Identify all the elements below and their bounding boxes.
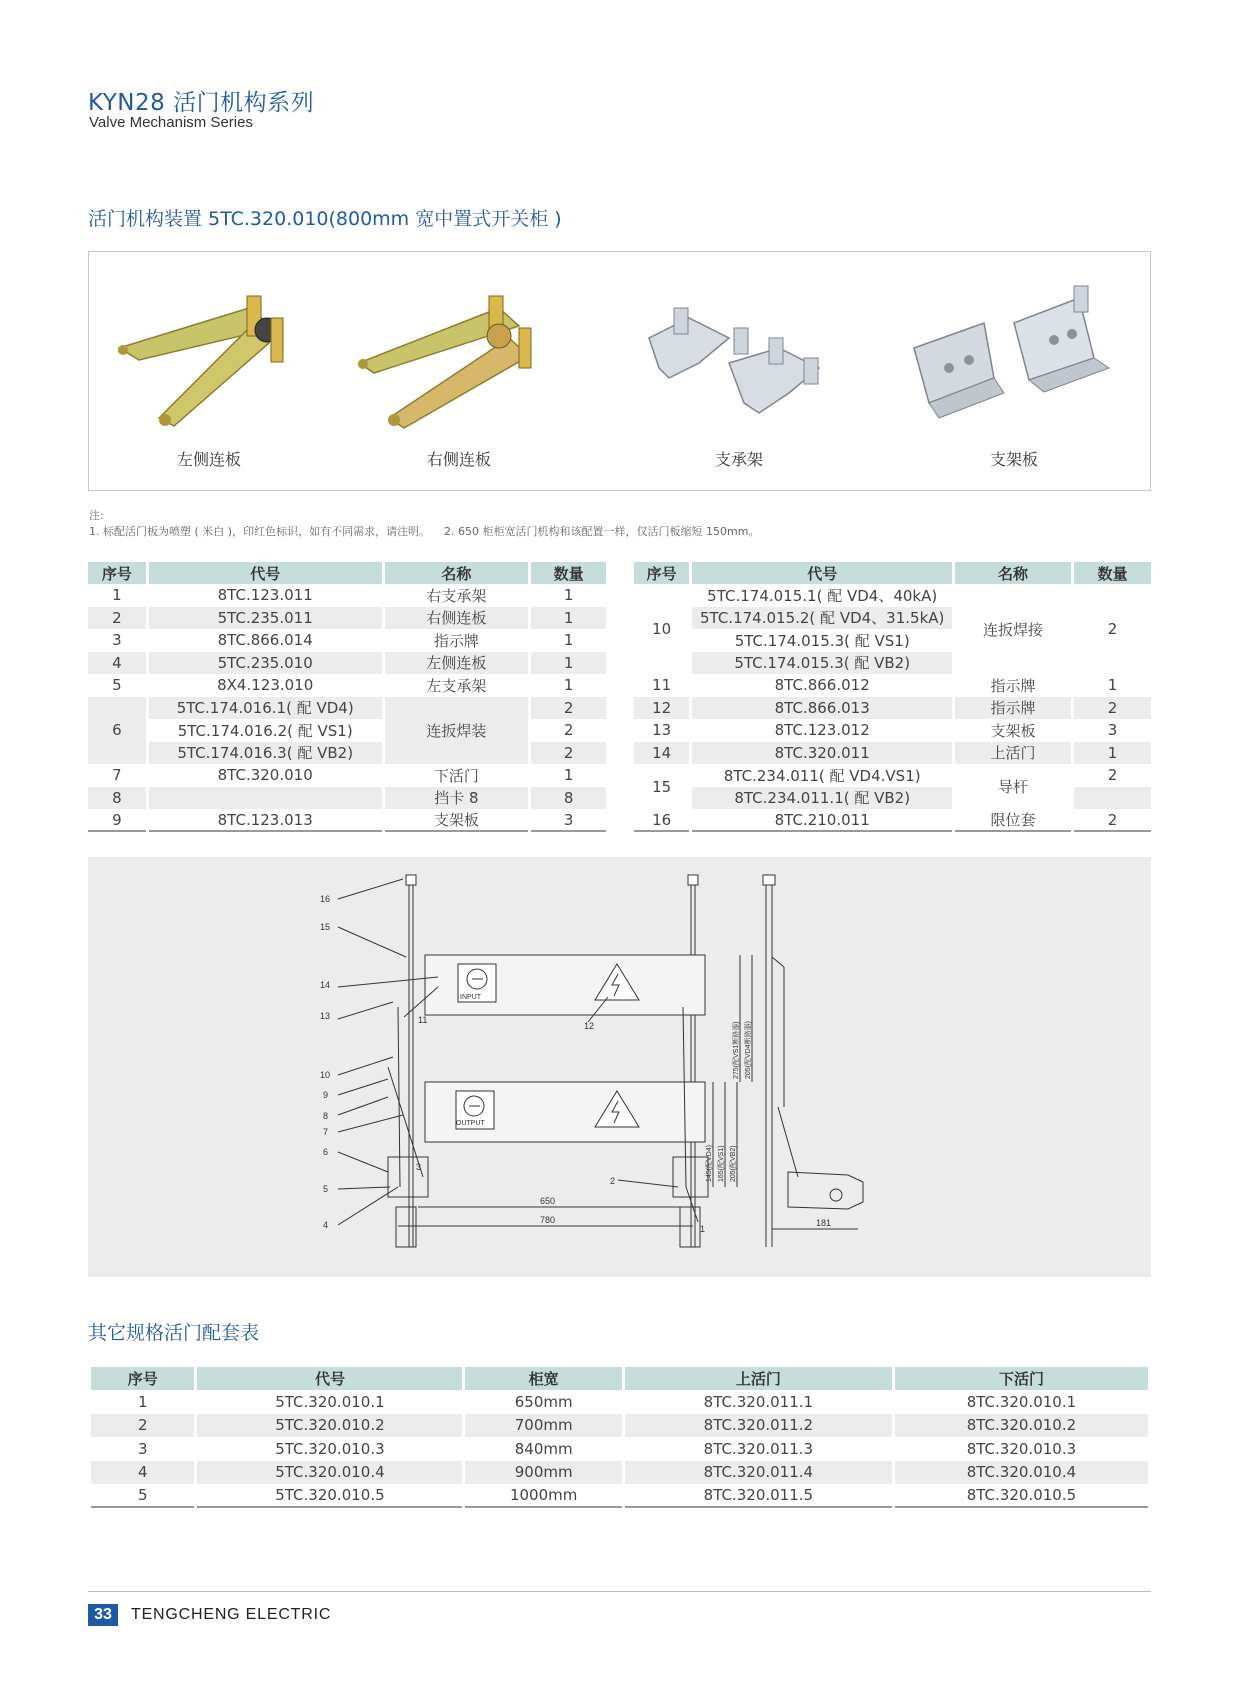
cell-qty: 2: [1107, 766, 1118, 785]
right-linkage-plate-icon: [349, 268, 569, 438]
cell-name: 左侧连板: [385, 652, 529, 675]
cell-qty: 2: [1074, 809, 1151, 832]
photo-left-linkage-plate: [89, 262, 329, 482]
callout-11: 11: [418, 1015, 428, 1025]
cell-seq: 6: [88, 697, 146, 765]
col-header-lower: 下活门: [895, 1367, 1148, 1390]
section-title-valve-device: 活门机构装置 5TC.320.010(800mm 宽中置式开关柜 ): [88, 208, 562, 230]
cell-seq: 4: [88, 652, 146, 675]
col-header-qty: 数量: [531, 562, 606, 584]
dim-lower-165: 165(配VS1): [718, 1145, 725, 1182]
dim-780: 780: [540, 1215, 556, 1225]
cell-code: 5TC.320.010.5: [197, 1484, 462, 1508]
cell-seq: 5: [91, 1484, 194, 1508]
dim-lower-205: 205(配VB2): [730, 1145, 737, 1182]
cell-code: 5TC.320.010.2: [197, 1414, 462, 1438]
cell-name: 左支承架: [426, 676, 487, 695]
cell-code: 8TC.210.011: [692, 809, 952, 832]
dim-lower-145: 145(配VD4): [706, 1145, 713, 1182]
dim-upper-205: 205(配VD4断路器): [745, 1021, 752, 1079]
table-row: [88, 607, 606, 630]
cell-code: 5TC.320.010.3: [275, 1439, 385, 1458]
callout-14: 14: [320, 980, 331, 990]
cell-seq: 10: [652, 620, 672, 638]
cell-width: 840mm: [514, 1439, 573, 1458]
photo-bracket-plate: [894, 262, 1134, 482]
cell-code: 8TC.123.013: [149, 809, 382, 832]
cell-code: 8TC.866.013: [692, 697, 952, 720]
table-row: [88, 584, 606, 607]
dim-181: 181: [816, 1218, 832, 1228]
col-header-width: 柜宽: [465, 1367, 621, 1390]
footer-divider: [88, 1591, 1151, 1592]
cell-seq: 4: [91, 1461, 194, 1485]
cell-name: 指示牌: [433, 631, 479, 650]
cell-name: 限位套: [955, 809, 1071, 832]
cell-upper: 8TC.320.011.3: [703, 1439, 814, 1458]
cell-seq: 13: [652, 721, 672, 740]
col-header-seq: 序号: [88, 562, 146, 584]
callout-15: 15: [320, 922, 331, 932]
cell-seq: 14: [634, 742, 689, 765]
cell-qty: 2: [531, 742, 606, 765]
cell-code: 5TC.174.015.3( 配 VS1): [734, 631, 910, 650]
table-row: [634, 719, 1151, 742]
left-linkage-plate-icon: [99, 268, 319, 438]
col-header-code: 代号: [692, 562, 952, 584]
cell-name: 支架板: [990, 721, 1036, 740]
table-row: [91, 1414, 1148, 1438]
table-row: [634, 787, 1151, 810]
cell-code: 5TC.174.016.3( 配 VB2): [149, 742, 382, 765]
table-row: [91, 1437, 1148, 1461]
table-row: [634, 584, 1151, 607]
cell-seq: 5: [112, 676, 122, 695]
cell-code: 8TC.123.012: [774, 721, 870, 740]
cell-upper: 8TC.320.011.2: [625, 1414, 892, 1438]
cell-qty: 2: [563, 721, 574, 740]
callout-13: 13: [320, 1011, 331, 1021]
cell-qty: 2: [531, 697, 606, 720]
cell-qty: 1: [563, 631, 574, 650]
assembly-drawing-svg: [88, 857, 1151, 1277]
cell-name: 右侧连板: [385, 607, 529, 630]
cell-code: 8TC.866.012: [774, 676, 870, 695]
cell-qty: 2: [1107, 620, 1118, 638]
cell-qty: 1: [563, 676, 574, 695]
table-row: [634, 742, 1151, 765]
photo-label: 右侧连板: [426, 450, 491, 469]
cell-name: 上活门: [955, 742, 1071, 765]
cell-code: 5TC.174.015.3( 配 VB2): [692, 652, 952, 675]
callout-6: 6: [323, 1147, 329, 1157]
table-row: [88, 719, 606, 742]
cell-upper: 8TC.320.011.4: [625, 1461, 892, 1485]
callout-1: 1: [700, 1224, 706, 1234]
page-number: 33: [88, 1604, 118, 1626]
col-header-name: 名称: [385, 562, 529, 584]
photo-label: 支承架: [714, 450, 763, 469]
callout-7: 7: [323, 1127, 329, 1137]
table-row: [634, 697, 1151, 720]
cell-code: 8TC.123.011: [217, 586, 313, 605]
callout-16: 16: [320, 894, 331, 904]
table-row: [88, 764, 606, 787]
photo-label: 左侧连板: [176, 450, 241, 469]
cell-code: 5TC.174.016.1( 配 VD4): [149, 697, 382, 720]
cell-lower: 8TC.320.010.1: [966, 1392, 1077, 1411]
cell-width: 700mm: [465, 1414, 621, 1438]
callout-4: 4: [323, 1220, 329, 1230]
input-label: INPUT: [460, 994, 481, 1001]
cell-qty: [1074, 787, 1151, 810]
table-row: [88, 697, 606, 720]
cell-code: 8X4.123.010: [217, 676, 314, 695]
col-header-code: 代号: [149, 562, 382, 584]
table-row: [91, 1461, 1148, 1485]
cell-qty: 3: [531, 809, 606, 832]
cell-name: 连扳焊接: [983, 620, 1044, 639]
photo-right-linkage-plate: [339, 262, 579, 482]
bracket-plate-icon: [904, 268, 1124, 438]
cell-qty: 8: [531, 787, 606, 810]
col-header-qty: 数量: [1074, 562, 1151, 584]
product-photos-panel: [88, 251, 1151, 491]
callout-9: 9: [323, 1090, 329, 1100]
left-parts-table: [85, 562, 609, 832]
cell-name: 连扳焊装: [385, 697, 529, 765]
cell-width: 1000mm: [465, 1484, 621, 1508]
cell-seq: 3: [137, 1439, 148, 1458]
cell-seq: 1: [137, 1392, 148, 1411]
table-row: [88, 652, 606, 675]
dim-650: 650: [540, 1196, 556, 1206]
callout-5: 5: [323, 1184, 329, 1194]
cell-width: 900mm: [465, 1461, 621, 1485]
cell-name: 指示牌: [990, 676, 1036, 695]
cell-name: 指示牌: [955, 697, 1071, 720]
cell-name: 右支承架: [426, 586, 487, 605]
support-bracket-icon: [629, 268, 849, 438]
callout-10: 10: [320, 1070, 331, 1080]
cell-code: 5TC.174.015.1( 配 VD4、40kA): [707, 586, 938, 605]
cell-code: 5TC.235.011: [149, 607, 382, 630]
cell-code: 5TC.174.016.2( 配 VS1): [177, 721, 353, 740]
cell-code: 8TC.320.011: [692, 742, 952, 765]
cell-lower: 8TC.320.010.3: [966, 1439, 1077, 1458]
photo-label: 支架板: [989, 450, 1038, 469]
callout-12: 12: [584, 1021, 595, 1031]
cell-lower: 8TC.320.010.4: [895, 1461, 1148, 1485]
cell-seq: 1: [112, 586, 122, 605]
cell-width: 650mm: [514, 1392, 573, 1411]
table-row: [88, 629, 606, 652]
cell-seq: 8: [88, 787, 146, 810]
cell-upper: 8TC.320.011.1: [703, 1392, 814, 1411]
cell-upper: 8TC.320.011.5: [625, 1484, 892, 1508]
output-label: OUTPUT: [456, 1120, 485, 1127]
cell-code: 8TC.234.011( 配 VD4.VS1): [723, 766, 921, 785]
cell-qty: 1: [563, 586, 574, 605]
cell-qty: 1: [531, 652, 606, 675]
dim-upper-275: 275(配VS1断路器): [733, 1021, 740, 1079]
table-row: [91, 1390, 1148, 1414]
notes-heading: 注:: [89, 509, 104, 522]
table-row: [88, 787, 606, 810]
cell-seq: 2: [88, 607, 146, 630]
cell-seq: 11: [652, 676, 672, 695]
cell-seq: 9: [88, 809, 146, 832]
cell-code: 5TC.320.010.1: [275, 1392, 385, 1411]
cell-seq: 3: [112, 631, 122, 650]
cell-qty: 1: [1107, 676, 1118, 695]
section-title-other-specs: 其它规格活门配套表: [88, 1322, 260, 1344]
cell-code: 8TC.320.010: [217, 766, 313, 785]
col-header-seq: 序号: [91, 1367, 194, 1390]
cell-seq: 16: [634, 809, 689, 832]
assembly-drawing: [88, 857, 1151, 1277]
cell-name: 导杆: [998, 778, 1029, 796]
callout-2: 2: [610, 1176, 616, 1186]
col-header-upper: 上活门: [625, 1367, 892, 1390]
col-header-name: 名称: [955, 562, 1071, 584]
right-parts-table: [631, 562, 1154, 832]
callout-3: 3: [416, 1162, 422, 1172]
company-name: TENGCHENG ELECTRIC: [131, 1606, 332, 1623]
cell-qty: 1: [531, 607, 606, 630]
col-header-seq: 序号: [634, 562, 689, 584]
cell-lower: 8TC.320.010.2: [895, 1414, 1148, 1438]
cell-qty: 2: [1074, 697, 1151, 720]
cell-seq: 15: [652, 777, 672, 796]
cell-name: 下活门: [433, 766, 479, 785]
cell-name: 支架板: [385, 809, 529, 832]
cell-seq: 2: [91, 1414, 194, 1438]
cell-code: 5TC.320.010.4: [197, 1461, 462, 1485]
table-row: [88, 674, 606, 697]
table-row: [634, 764, 1151, 787]
cell-lower: 8TC.320.010.5: [895, 1484, 1148, 1508]
cell-code: 5TC.235.010: [149, 652, 382, 675]
table-row: [91, 1484, 1148, 1508]
cell-code: [149, 787, 382, 810]
table-row: [88, 742, 606, 765]
page-title: KYN28 活门机构系列: [88, 90, 315, 116]
photo-support-bracket: [619, 262, 859, 482]
page-subtitle: Valve Mechanism Series: [89, 114, 253, 131]
callout-8: 8: [323, 1111, 329, 1121]
col-header-code: 代号: [197, 1367, 462, 1390]
other-specs-table: [88, 1367, 1151, 1508]
cell-code: 8TC.234.011.1( 配 VB2): [692, 787, 952, 810]
cell-code: 5TC.174.015.2( 配 VD4、31.5kA): [692, 607, 952, 630]
table-row: [88, 809, 606, 832]
cell-name: 挡卡 8: [385, 787, 529, 810]
cell-qty: 1: [1074, 742, 1151, 765]
cell-qty: 1: [563, 766, 574, 785]
table-row: [634, 809, 1151, 832]
cell-code: 8TC.866.014: [217, 631, 313, 650]
cell-qty: 3: [1107, 721, 1118, 740]
cell-seq: 7: [112, 766, 122, 785]
notes-text: 1. 标配活门板为喷塑 ( 米白 )，印红色标识，如有不同需求，请注明。 2. 650 柜柜宽活门机构和该配置一样，仅活门板缩短 150mm。: [89, 525, 760, 538]
cell-seq: 12: [634, 697, 689, 720]
table-row: [634, 674, 1151, 697]
